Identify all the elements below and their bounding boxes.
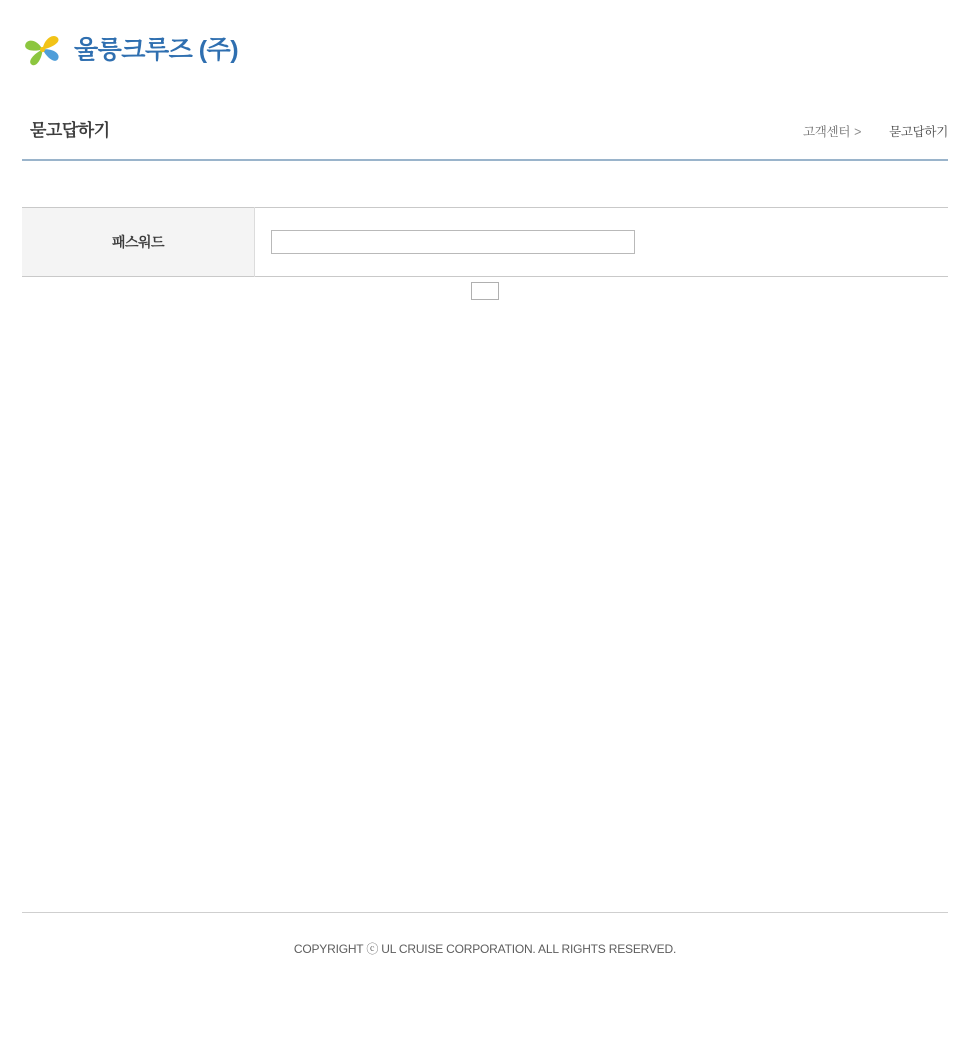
password-input[interactable] [271,230,635,254]
logo-text-suffix: (주) [198,35,239,64]
breadcrumb-current: 묻고답하기 [889,125,948,139]
breadcrumb [803,122,948,140]
site-logo[interactable] [22,28,238,72]
button-row [22,282,948,304]
password-label: 패스워드 [22,208,255,277]
page-title: 묻고답하기 [30,121,110,140]
title-bar [22,104,948,161]
password-field-cell [255,208,949,277]
confirm-button[interactable] [471,282,499,300]
logo-text-main: 울릉크루즈 [74,35,193,64]
table-row [22,208,948,277]
pinwheel-flower-logo-icon [22,28,64,72]
copyright-text: COPYRIGHT ⓒ UL CRUISE CORPORATION. ALL RIGHTS RESERVED. [293,942,677,956]
breadcrumb-separator: > [854,125,862,139]
site-footer [0,912,970,957]
footer-divider [22,912,948,913]
breadcrumb-parent[interactable]: 고객센터 [803,125,851,139]
site-header [0,0,970,104]
content-top-spacer [22,161,948,207]
logo-text [74,35,239,64]
password-form-table [22,207,948,277]
main-content [22,161,948,304]
